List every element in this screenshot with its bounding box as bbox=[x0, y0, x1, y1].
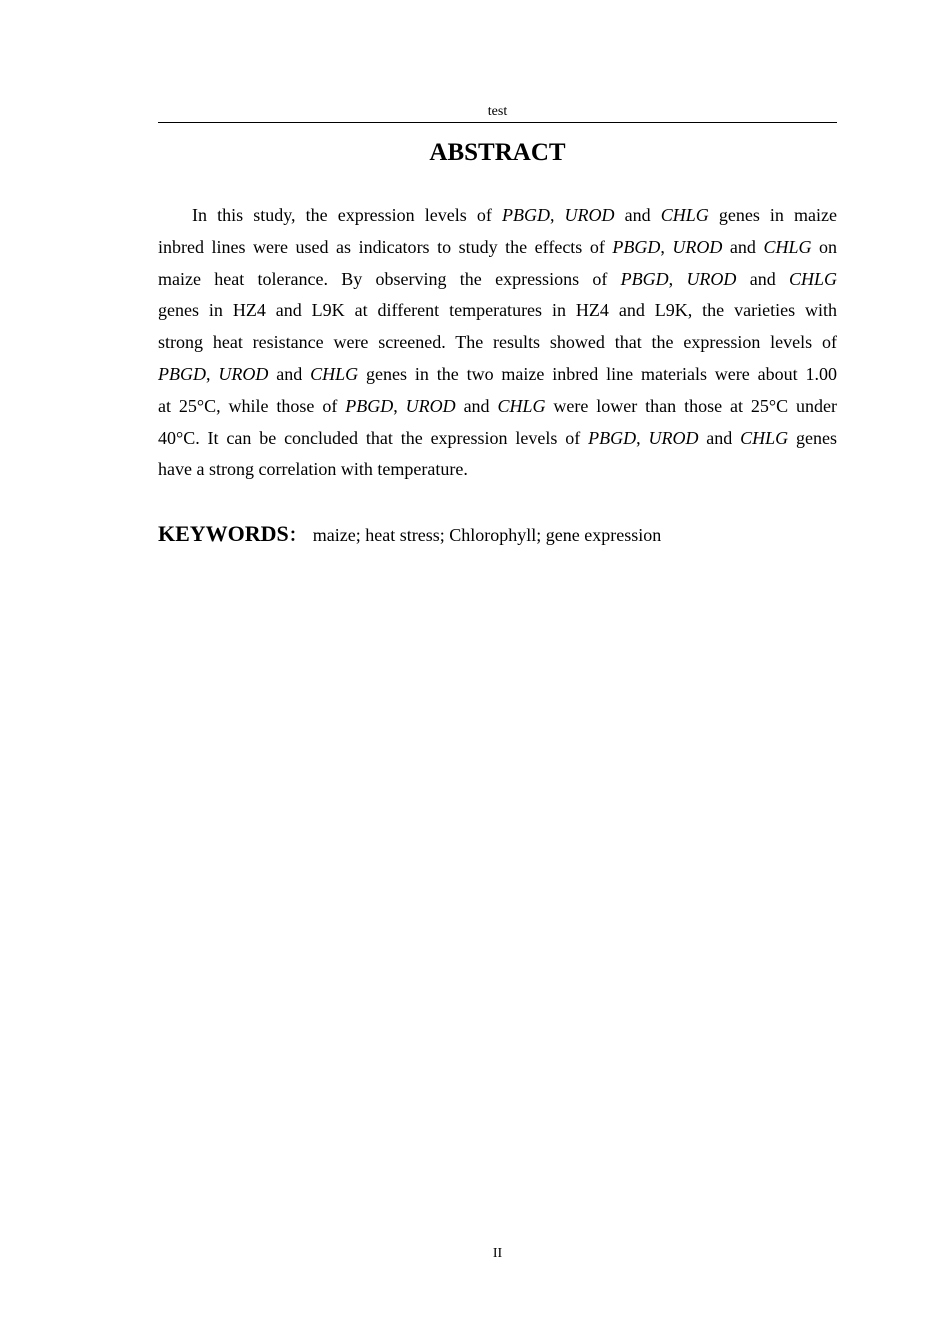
abstract-line bbox=[158, 359, 837, 391]
abstract-text: genes in the two maize inbred line materials were about 1.00 bbox=[358, 363, 838, 384]
gene-name: UROD bbox=[564, 205, 615, 225]
abstract-text: In this study, the expression levels of bbox=[192, 205, 502, 225]
gene-name: PBGD bbox=[588, 427, 637, 448]
abstract-text: and bbox=[455, 395, 498, 416]
abstract-line bbox=[158, 232, 837, 264]
keywords-value: maize; heat stress; Chlorophyll; gene expression bbox=[312, 525, 662, 545]
abstract-text: have a strong correlation with temperature. bbox=[158, 459, 468, 480]
gene-name: CHLG bbox=[740, 427, 789, 448]
gene-name: CHLG bbox=[763, 236, 812, 257]
abstract-text: , bbox=[660, 236, 673, 257]
gene-name: PBGD bbox=[345, 395, 394, 416]
abstract-line bbox=[158, 327, 837, 359]
abstract-text: genes bbox=[788, 427, 838, 448]
abstract-line bbox=[158, 264, 837, 296]
gene-name: PBGD bbox=[501, 205, 550, 225]
abstract-text: strong heat resistance were screened. The results showed that the expression levels of bbox=[158, 332, 837, 353]
abstract-line bbox=[158, 391, 837, 423]
abstract-paragraph bbox=[158, 200, 837, 486]
gene-name: CHLG bbox=[497, 395, 546, 416]
abstract-text: were lower than those at 25°C under bbox=[545, 395, 837, 416]
page-number: II bbox=[492, 1246, 503, 1261]
gene-name: CHLG bbox=[660, 205, 709, 225]
abstract-text: 40°C. It can be concluded that the expression levels of bbox=[158, 427, 589, 448]
abstract-text: , bbox=[549, 205, 565, 225]
abstract-text: and bbox=[268, 363, 311, 384]
abstract-text: genes in maize bbox=[708, 205, 837, 225]
gene-name: PBGD bbox=[158, 363, 206, 384]
keywords-line bbox=[158, 519, 837, 550]
abstract-text: maize heat tolerance. By observing the expressions of bbox=[158, 268, 621, 289]
gene-name: PBGD bbox=[612, 236, 661, 257]
abstract-text: , bbox=[393, 395, 406, 416]
abstract-title: ABSTRACT bbox=[429, 139, 566, 166]
gene-name: UROD bbox=[648, 427, 699, 448]
gene-name: PBGD bbox=[620, 268, 669, 289]
gene-name: UROD bbox=[686, 268, 737, 289]
gene-name: CHLG bbox=[789, 268, 838, 289]
gene-name: UROD bbox=[672, 236, 723, 257]
gene-name: UROD bbox=[405, 395, 456, 416]
gene-name: UROD bbox=[218, 363, 269, 384]
abstract-line bbox=[158, 423, 837, 455]
abstract-line bbox=[158, 200, 837, 232]
keywords-separator: ： bbox=[288, 525, 307, 545]
abstract-text: and bbox=[614, 205, 661, 225]
abstract-text: at 25°C, while those of bbox=[158, 395, 346, 416]
gene-name: CHLG bbox=[310, 363, 359, 384]
keywords-label: KEYWORDS bbox=[158, 521, 289, 546]
abstract-text: and bbox=[736, 268, 789, 289]
abstract-text: and bbox=[698, 427, 741, 448]
abstract-text: genes in HZ4 and L9K at different temperatures in HZ4 and L9K, the varieties with bbox=[158, 300, 837, 321]
running-header: test bbox=[487, 104, 508, 119]
header-rule bbox=[158, 122, 837, 123]
abstract-text: , bbox=[636, 427, 649, 448]
abstract-text: on bbox=[811, 236, 837, 257]
abstract-text: inbred lines were used as indicators to study the effects of bbox=[158, 236, 613, 257]
abstract-line bbox=[158, 454, 837, 486]
abstract-text: , bbox=[206, 363, 219, 384]
abstract-text: , bbox=[668, 268, 687, 289]
abstract-line bbox=[158, 295, 837, 327]
abstract-text: and bbox=[722, 236, 764, 257]
